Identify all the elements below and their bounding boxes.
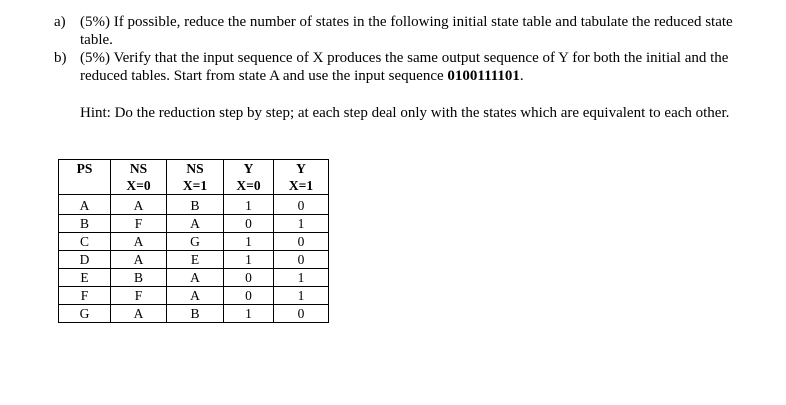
cell-ps: G [59, 305, 111, 323]
question-b-text-after: . [519, 68, 524, 84]
cell-ns-x1: A [167, 287, 224, 305]
table-header-row-1 [59, 160, 329, 178]
cell-ps: F [59, 287, 111, 305]
header-ps: PS [59, 160, 111, 195]
hint-text: Hint: Do the reduction step by step; at each step deal only with the states which are equivalent to each other. [80, 105, 730, 121]
cell-ns-x0: A [111, 233, 167, 251]
cell-y-x1: 0 [274, 251, 329, 269]
cell-ns-x0: B [111, 269, 167, 287]
cell-ps: D [59, 251, 111, 269]
question-b-text-before: (5%) Verify that the input sequence of X produces the same output sequence of Y for both the initial and the reduced tables. Start from state A and use the input sequence [80, 50, 729, 84]
cell-y-x1: 1 [274, 287, 329, 305]
header-ns-x0: X=0 [111, 177, 167, 195]
table-row [59, 287, 329, 305]
question-b-text [80, 49, 769, 85]
cell-ns-x0: A [111, 195, 167, 215]
cell-y-x0: 1 [224, 195, 274, 215]
cell-ps: B [59, 215, 111, 233]
cell-ps: E [59, 269, 111, 287]
cell-y-x1: 0 [274, 305, 329, 323]
state-table [58, 159, 329, 323]
input-sequence: 0100111101 [447, 68, 520, 84]
cell-y-x1: 0 [274, 195, 329, 215]
table-row [59, 269, 329, 287]
cell-y-x1: 0 [274, 233, 329, 251]
cell-y-x0: 0 [224, 287, 274, 305]
cell-ns-x1: A [167, 269, 224, 287]
cell-ns-x1: A [167, 215, 224, 233]
question-a-label: a) [54, 14, 66, 30]
cell-ns-x1: G [167, 233, 224, 251]
header-ns-0: NS [111, 160, 167, 178]
cell-ns-x0: F [111, 215, 167, 233]
header-y-1: Y [274, 160, 329, 178]
cell-y-x0: 0 [224, 269, 274, 287]
table-row [59, 251, 329, 269]
table-row [59, 195, 329, 215]
cell-ns-x0: A [111, 251, 167, 269]
question-a-text: (5%) If possible, reduce the number of states in the following initial state table and tabulate the reduced state table. [80, 14, 733, 48]
cell-y-x0: 1 [224, 233, 274, 251]
cell-y-x1: 1 [274, 215, 329, 233]
table-row [59, 215, 329, 233]
header-y-x0: X=0 [224, 177, 274, 195]
cell-ns-x1: B [167, 195, 224, 215]
header-ns-x1: X=1 [167, 177, 224, 195]
question-a [54, 13, 769, 49]
cell-ns-x0: A [111, 305, 167, 323]
cell-ps: C [59, 233, 111, 251]
cell-y-x1: 1 [274, 269, 329, 287]
table-row [59, 233, 329, 251]
cell-ns-x1: B [167, 305, 224, 323]
header-y-0: Y [224, 160, 274, 178]
cell-ns-x0: F [111, 287, 167, 305]
cell-y-x0: 0 [224, 215, 274, 233]
question-b [54, 49, 769, 85]
header-y-x1: X=1 [274, 177, 329, 195]
cell-ps: A [59, 195, 111, 215]
question-b-label: b) [54, 50, 67, 66]
cell-y-x0: 1 [224, 251, 274, 269]
header-ns-1: NS [167, 160, 224, 178]
cell-y-x0: 1 [224, 305, 274, 323]
cell-ns-x1: E [167, 251, 224, 269]
table-row [59, 305, 329, 323]
